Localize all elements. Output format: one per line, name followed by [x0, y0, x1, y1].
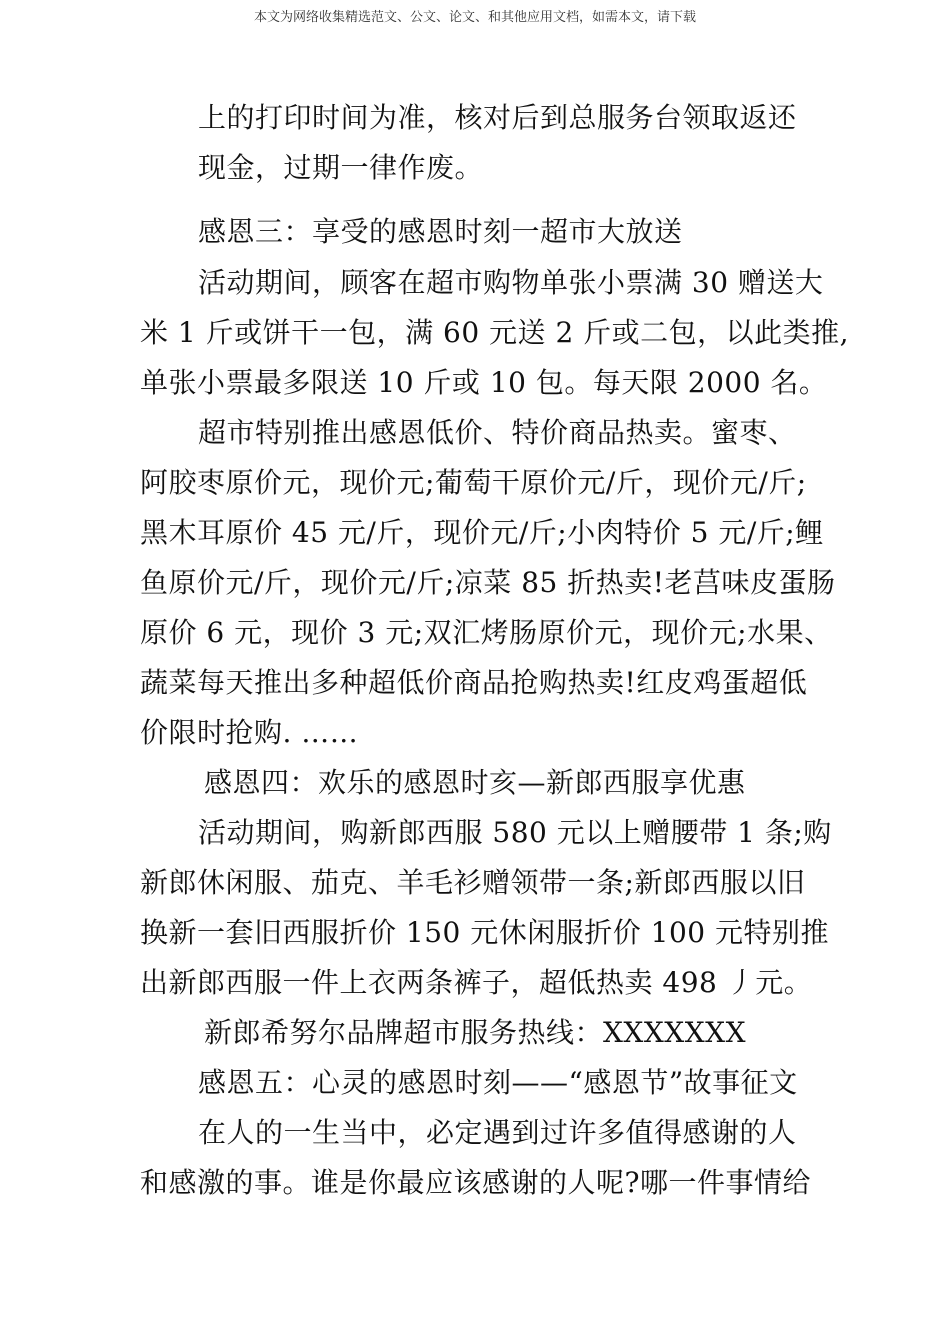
text-line: 原价 6 元，现价 3 元;双汇烤肠原价元，现价元;水果、 — [140, 616, 833, 649]
text-line: 活动期间，顾客在超市购物单张小票满 30 赠送大 — [198, 266, 824, 299]
text-line: 黑木耳原价 45 元/斤，现价元/斤;小肉特价 5 元/斤;鲤 — [140, 516, 824, 549]
text-line: 上的打印时间为准，核对后到总服务台领取返还 — [198, 101, 797, 134]
text-line: 蔬菜每天推出多种超低价商品抢购热卖!红皮鸡蛋超低 — [140, 666, 808, 699]
page-header-note: 本文为网络收集精选范文、公文、论文、和其他应用文档，如需本文，请下载 — [253, 10, 696, 25]
service-hotline: 新郎希努尔品牌超市服务热线：XXXXXXX — [204, 1016, 747, 1049]
text-line: 现金，过期一律作废。 — [198, 151, 484, 184]
section-heading-5: 感恩五：心灵的感恩时刻——“感恩节”故事征文 — [198, 1066, 798, 1099]
text-line: 单张小票最多限送 10 斤或 10 包。每天限 2000 名。 — [140, 366, 828, 399]
text-line: 新郎休闲服、茄克、羊毛衫赠领带一条;新郎西服以旧 — [140, 866, 806, 899]
text-line: 在人的一生当中，必定遇到过许多值得感谢的人 — [198, 1116, 797, 1149]
text-line: 阿胶枣原价元，现价元;葡萄干原价元/斤，现价元/斤; — [140, 466, 807, 499]
text-line: 米 1 斤或饼干一包，满 60 元送 2 斤或二包，以此类推, — [140, 316, 850, 349]
text-line: 价限时抢购. …… — [140, 716, 359, 749]
text-line: 出新郎西服一件上衣两条裤子，超低热卖 498 丿元。 — [140, 966, 813, 999]
text-line: 换新一套旧西服折价 150 元休闲服折价 100 元特别推 — [140, 916, 829, 949]
section-heading-3: 感恩三：享受的感恩时刻一超市大放送 — [198, 215, 683, 248]
text-line: 超市特别推出感恩低价、特价商品热卖。蜜枣、 — [198, 416, 797, 449]
text-line: 活动期间，购新郎西服 580 元以上赠腰带 1 条;购 — [198, 816, 832, 849]
text-line: 鱼原价元/斤，现价元/斤;凉菜 85 折热卖!老莒味皮蛋肠 — [140, 566, 836, 599]
section-heading-4: 感恩四：欢乐的感恩时亥—新郎西服享优惠 — [204, 766, 746, 799]
text-line: 和感激的事。谁是你最应该感谢的人呢?哪一件事情给 — [140, 1166, 812, 1199]
